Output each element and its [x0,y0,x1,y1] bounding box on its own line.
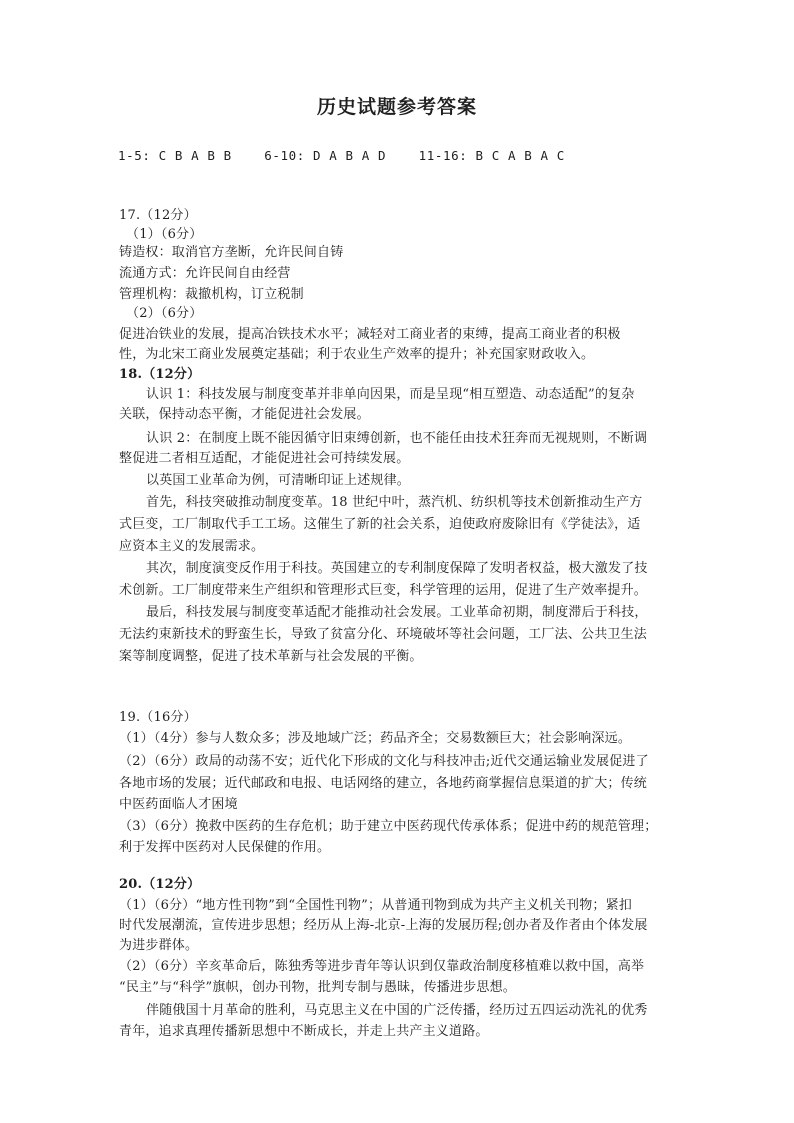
q20-line: “民主”与“科学”旗帜，创办刊物，批判专制与愚昧，传播进步思想。 [119,980,516,995]
q18-line: 最后，科技发展与制度变革适配才能推动社会发展。工业革命初期，制度滞后于科技， [146,605,648,620]
q18-line: 整促进二者相互适配，才能促进社会可持续发展。 [119,451,410,466]
q17-part1-heading: （1）（6分） [126,227,203,242]
q19-line: 各地市场的发展；近代邮政和电报、电话网络的建立，各地药商掌握信息渠道的扩大；传统 [119,776,648,791]
q17-part1-line: 管理机构：裁撤机构，订立税制 [119,287,304,302]
q18-line: 无法约束新技术的野蛮生长，导致了贫富分化、环境破坏等社会问题，工厂法、公共卫生法 [119,627,648,642]
q17-heading: 17.（12分） [119,208,197,223]
q18-line: 其次，制度演变反作用于科技。英国建立的专利制度保障了发明者权益，极大激发了技 [146,561,648,576]
q18-line: 认识 1：科技发展与制度变革并非单向因果，而是呈现“相互塑造、动态适配”的复杂 [146,387,635,402]
q20-heading: 20.（12分） [119,877,201,892]
q19-heading: 19.（16分） [119,710,197,725]
q18-line: 术创新。工厂制度带来生产组织和管理形式巨变，科学管理的运用，促进了生产效率提升。 [119,583,648,598]
q18-line: 式巨变，工厂制取代手工工场。这催生了新的社会关系，迫使政府废除旧有《学徒法》，适 [119,517,641,532]
q17-part1-line: 铸造权：取消官方垄断，允许民间自铸 [119,245,344,260]
multiple-choice-answers: 1-5: C B A B B 6-10: D A B A D 11-16: B C A B A C [118,148,565,163]
q17-part2-line: 促进冶铁业的发展，提高冶铁技术水平；减轻对工商业者的束缚，提高工商业者的积极 [119,327,621,342]
q20-line: 时代发展潮流，宣传进步思想；经历从上海-北京-上海的发展历程;创办者及作者由个体发展 [119,918,648,933]
q18-line: 关联，保持动态平衡，才能促进社会发展。 [119,407,370,422]
q20-line: 伴随俄国十月革命的胜利，马克思主义在中国的广泛传播，经历过五四运动洗礼的优秀 [146,1003,648,1018]
q20-line: （2）（6分）辛亥革命后，陈独秀等进步青年等认识到仅靠政治制度移植难以救中国，高举 [119,959,645,974]
q18-heading: 18.（12分） [119,367,201,382]
q19-line: （3）（6分）挽救中医药的生存危机；助于建立中医药现代传承体系；促进中药的规范管理； [119,819,658,834]
q17-part2-line: 性，为北宋工商业发展奠定基础；利于农业生产效率的提升；补充国家财政收入。 [119,347,595,362]
q19-line: 中医药面临人才困境 [119,797,238,812]
q18-line: 案等制度调整，促进了技术革新与社会发展的平衡。 [119,649,423,664]
q17-part2-heading: （2）（6分） [126,306,203,321]
q18-line: 以英国工业革命为例，可清晰印证上述规律。 [146,473,411,488]
q20-line: 为进步群体。 [119,938,199,953]
q19-line: 利于发挥中医药对人民保健的作用。 [119,840,331,855]
page-title: 历史试题参考答案 [316,96,477,118]
q20-line: 青年，追求真理传播新思想中不断成长，并走上共产主义道路。 [119,1024,489,1039]
q19-line: （2）（6分）政局的动荡不安；近代化下形成的文化与科技冲击;近代交通运输业发展促进了 [119,754,649,769]
q17-part1-line: 流通方式：允许民间自由经营 [119,266,291,281]
q18-line: 首先，科技突破推动制度变革。18 世纪中叶，蒸汽机、纺织机等技术创新推动生产方 [146,495,643,510]
q19-line: （1）（4分）参与人数众多；涉及地域广泛；药品齐全；交易数额巨大；社会影响深远。 [119,731,632,746]
q20-line: （1）（6分）“地方性刊物”到“全国性刊物”；从普通刊物到成为共产主义机关刊物；紧扣 [119,898,633,913]
q18-line: 应资本主义的发展需求。 [119,539,265,554]
q18-line: 认识 2：在制度上既不能因循守旧束缚创新，也不能任由技术狂奔而无视规则，不断调 [146,431,648,446]
